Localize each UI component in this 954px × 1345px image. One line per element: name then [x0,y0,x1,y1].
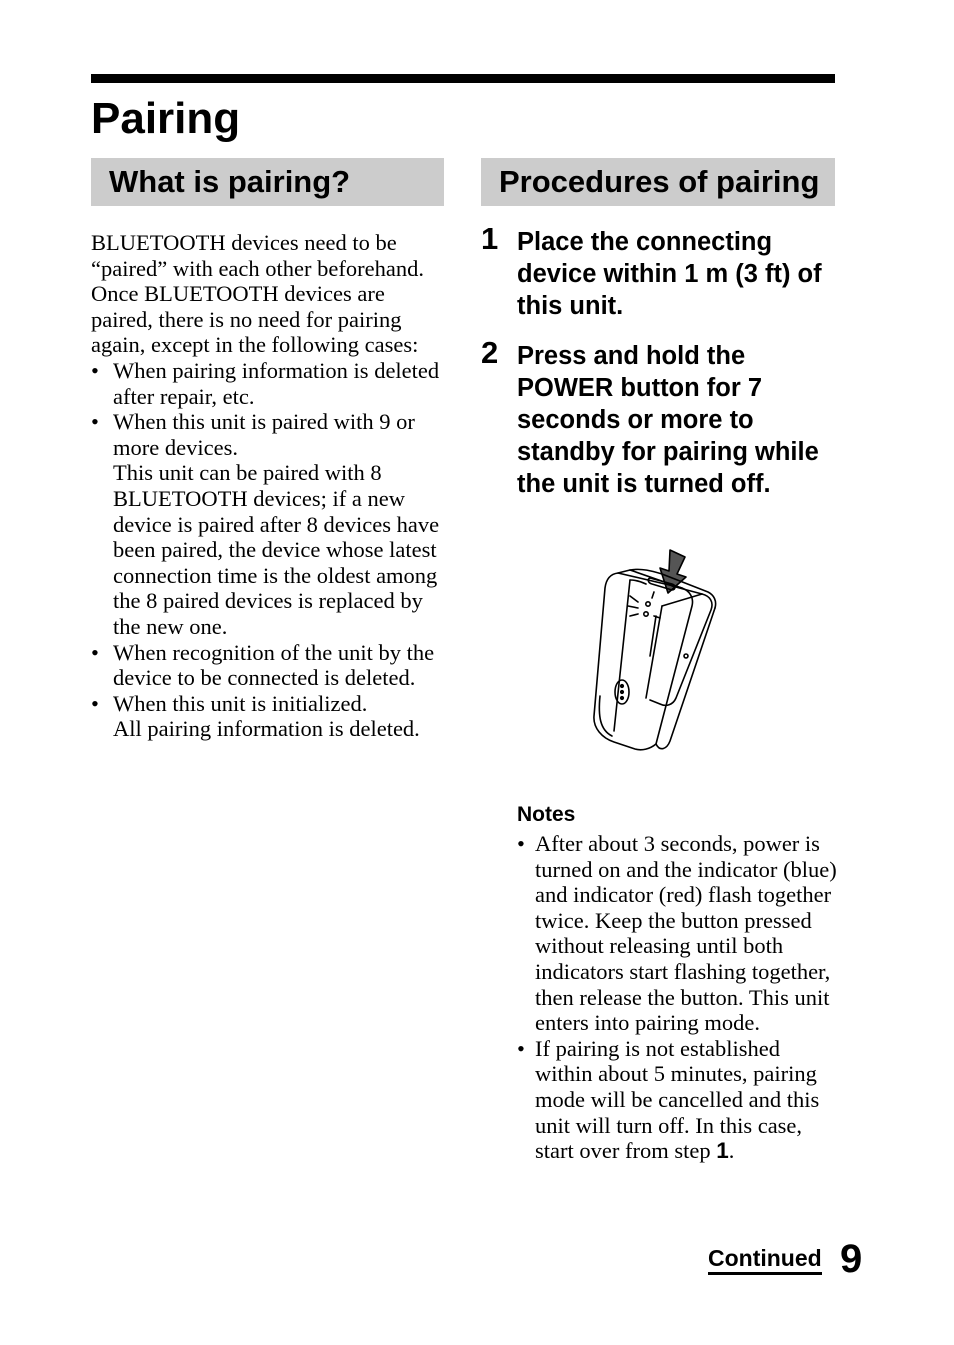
note-text: If pairing is not established within about 5 minutes, pairing mode will be cancelled and this unit will turn off. In this case, start over from step [535,1035,820,1164]
bullet-icon: • [517,1035,525,1061]
step-2 [481,335,841,500]
pairing-cases-list [91,358,451,742]
section-heading-what-is-pairing: What is pairing? [91,158,444,206]
note-text: After about 3 seconds, power is turned on and the indicator (blue) and indicator (red) flash together twice. Keep the button pressed without releasing until both indicators start flashing together, then release the button. This unit enters into pairing mode. [535,831,837,1036]
case-detail: This unit can be paired with 8 BLUETOOTH devices; if a new device is paired after 8 devices have been paired, the device whose latest connection time is the oldest among the 8 paired devices is replaced by the new one. [113,460,440,639]
list-item [517,1036,837,1164]
continued-label: Continued [708,1244,822,1275]
intro-paragraph: Once BLUETOOTH devices are paired, there is no need for pairing again, except in the following cases: [91,281,419,358]
list-item [91,358,451,409]
intro-paragraph: BLUETOOTH devices need to be “paired” with each other beforehand. [91,230,424,281]
notes-heading: Notes [517,803,576,826]
page-title: Pairing [91,94,241,143]
note-end: . [728,1138,735,1164]
page-number: 9 [840,1237,863,1281]
list-item [91,640,451,691]
list-item [91,409,451,639]
what-is-pairing-body [91,230,451,742]
step-reference: 1 [716,1138,729,1164]
step-text: Place the connecting device within 1 m (3 ft) of this unit. [517,228,822,320]
headset-power-button-press-icon [590,546,722,756]
case-text: When this unit is paired with 9 or more devices. [113,409,415,460]
header-rule [91,74,835,83]
case-text: When pairing information is deleted after repair, etc. [113,357,440,409]
case-text: When recognition of the unit by the device to be connected is deleted. [113,639,435,691]
step-1 [481,221,841,322]
list-item [517,831,837,1036]
bullet-icon: • [517,831,525,856]
case-text: When this unit is initialized. [113,690,368,716]
bullet-icon: • [91,409,99,435]
bullet-icon: • [91,357,99,383]
bullet-icon: • [91,690,99,716]
step-number: 2 [481,335,499,370]
step-text: Press and hold the POWER button for 7 seconds or more to standby for pairing while the unit is turned off. [517,342,819,498]
case-detail: All pairing information is deleted. [113,716,420,742]
pairing-steps [481,221,841,500]
notes-list [517,831,837,1164]
bullet-icon: • [91,639,99,665]
step-number: 1 [481,221,499,256]
list-item [91,691,451,742]
section-heading-procedures: Procedures of pairing [481,158,835,206]
